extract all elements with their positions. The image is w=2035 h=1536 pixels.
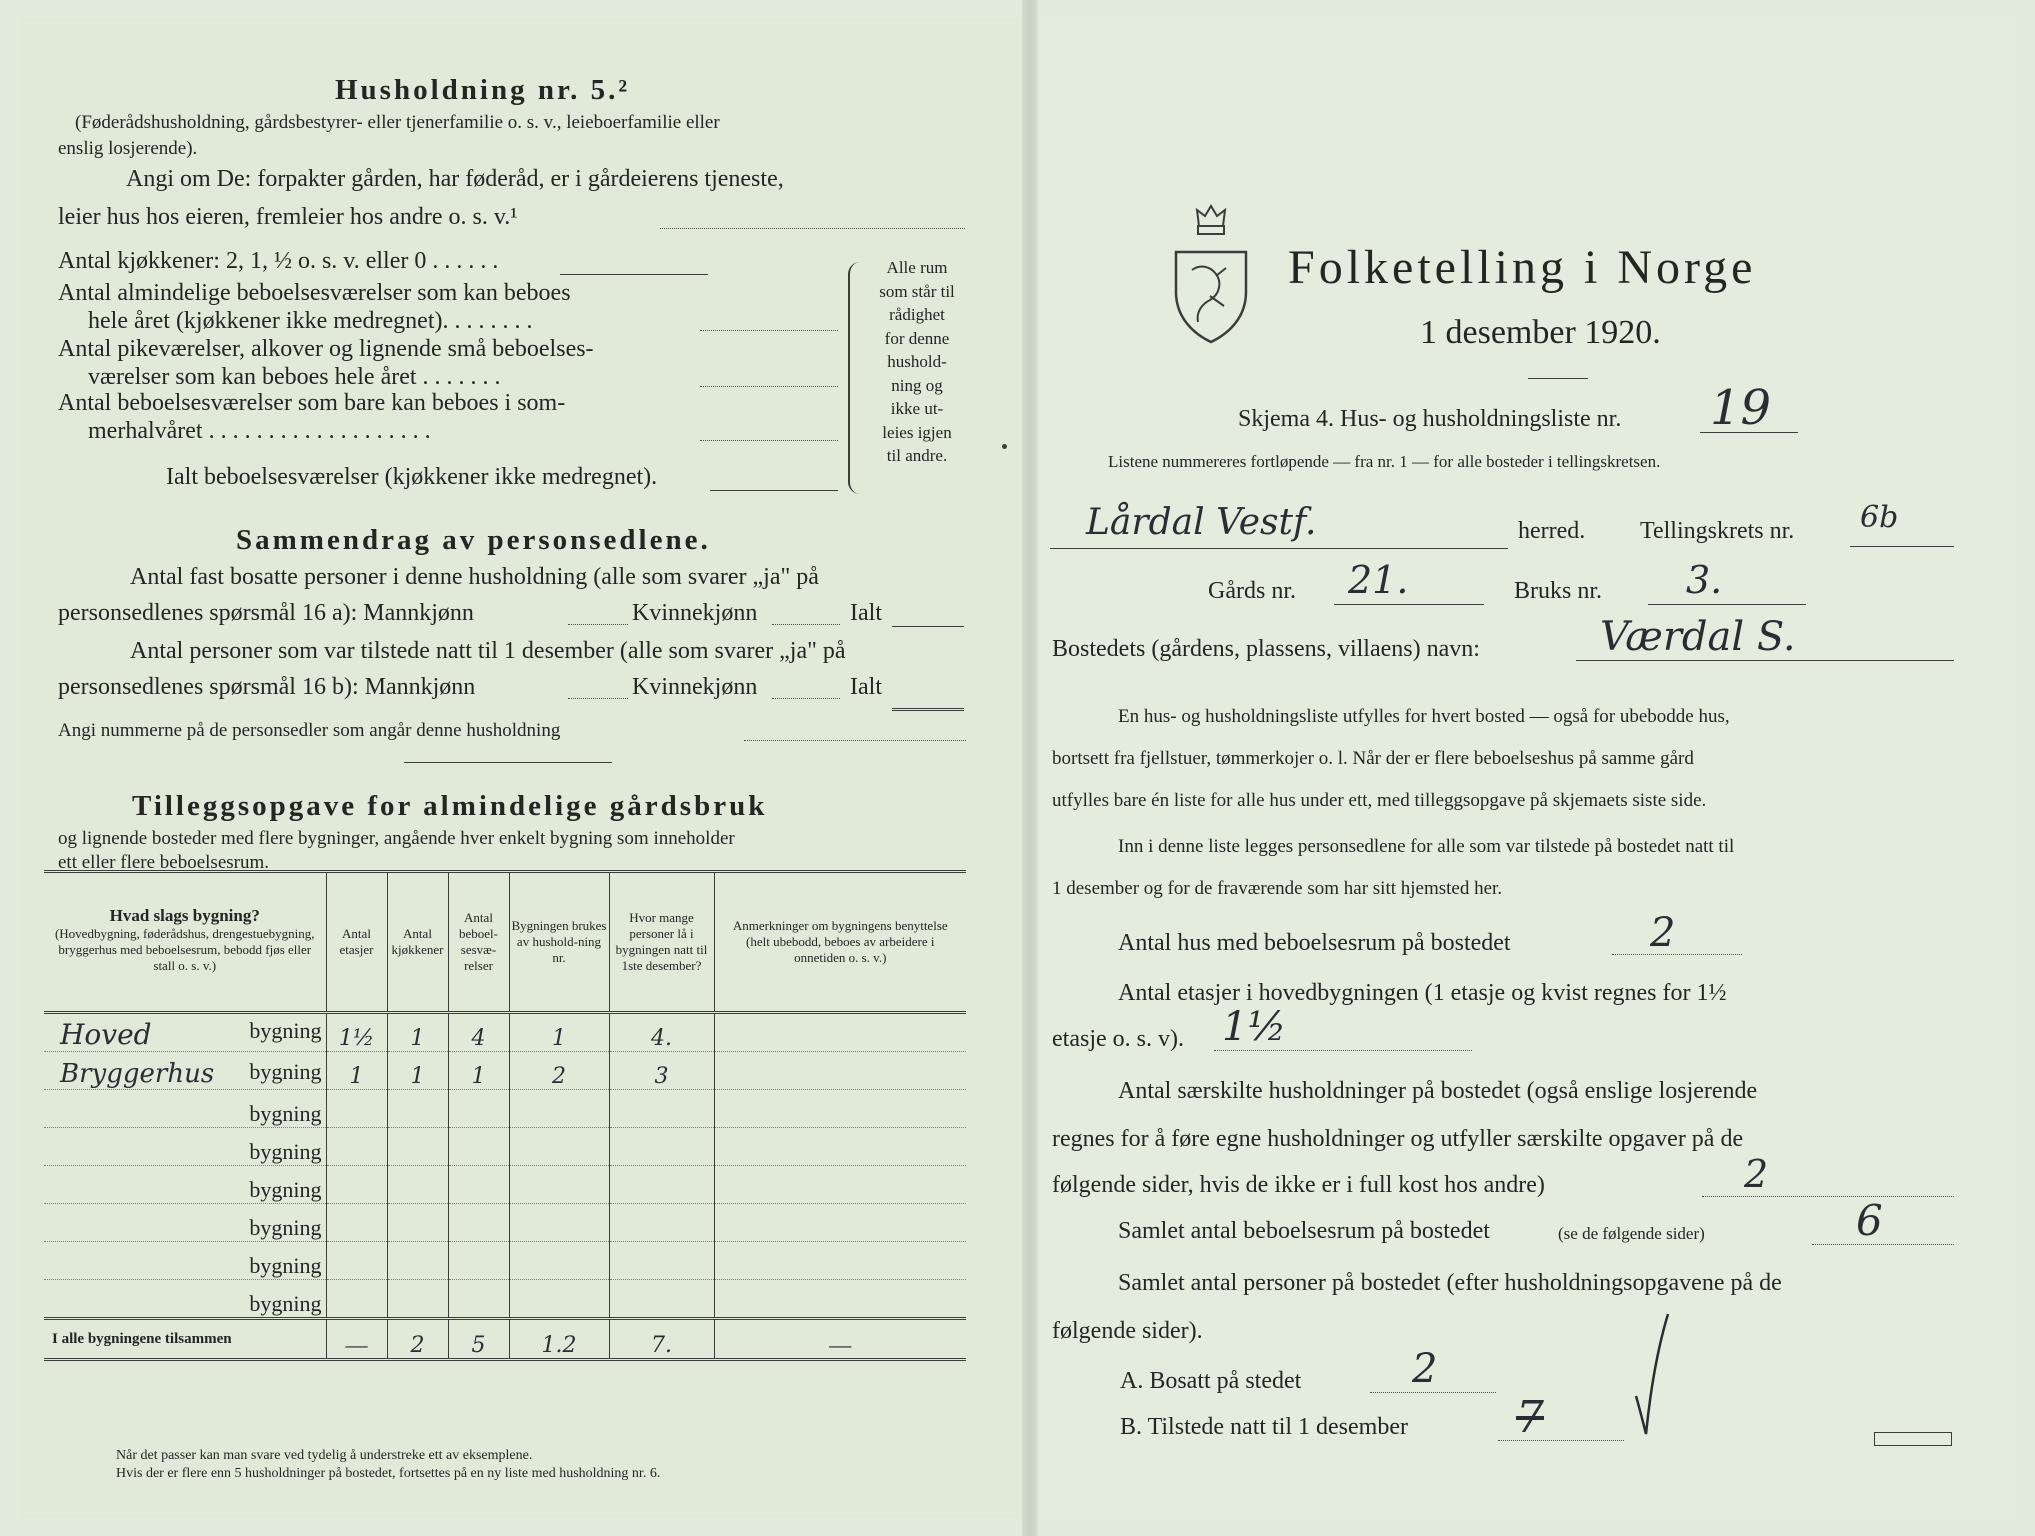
tillegg-sub-1: og lignende bosteder med flere bygninger, angående hver enkelt bygning som inneholder [58, 828, 735, 849]
coat-of-arms-icon [1170, 200, 1252, 355]
krets-line [1850, 546, 1954, 547]
gards-value: 21. [1348, 558, 1409, 602]
col-type-title: Hvad slags bygning? [109, 906, 260, 925]
cell-etasjer: 1 [326, 1052, 387, 1090]
angi-nummerne: Angi nummerne på de personsedler som angår denne husholdning [58, 720, 561, 741]
table-row: bygning [44, 1166, 966, 1204]
footnote-2: Hvis der er flere enn 5 husholdninger på bostedet, fortsettes på en ny liste med husholdning nr. 6. [116, 1466, 661, 1481]
present-ialt-label: Ialt [850, 674, 882, 700]
krets-value: 6b [1860, 500, 1899, 535]
brace-note [862, 256, 972, 468]
rum-note: (se de følgende sider) [1558, 1224, 1705, 1243]
brace-note-line: leies igjen [882, 422, 952, 442]
brace-note-line: til andre. [886, 446, 948, 465]
brace-note-line: hushold- [887, 352, 947, 371]
rooms-summer-2: merhalvåret . . . . . . . . . . . . . . . . . . . [88, 418, 431, 444]
summary-present-2: personsedlenes spørsmål 16 b): Mannkjønn [58, 674, 476, 700]
cell-kjokken: 1 [387, 1013, 448, 1052]
cell-husholdning: 1 [509, 1013, 609, 1052]
bosatt-line [1370, 1392, 1496, 1393]
cell-personer: 4. [609, 1013, 714, 1052]
etasjer-line-1: Antal etasjer i hovedbygningen (1 etasje og kvist regnes for 1½ [1118, 980, 1727, 1006]
total-vaerelser: 5 [448, 1319, 509, 1360]
building-table [44, 870, 966, 1361]
summary-present-1: Antal personer som var tilstede natt til 1 desember (alle som svarer „ja" på [130, 638, 846, 664]
present-ialt-line [892, 708, 964, 711]
hush-line-3: følgende sider, hvis de ikke er i full kost hos andre) [1052, 1172, 1545, 1198]
table-row: bygning [44, 1242, 966, 1280]
bosatt-label: A. Bosatt på stedet [1120, 1368, 1302, 1394]
punch-dot [1002, 444, 1007, 449]
building-name: Bryggerhus [60, 1059, 215, 1089]
summary-heading: Sammendrag av personsedlene. [236, 524, 711, 556]
para1-line-2: bortsett fra fjellstuer, tømmerkojer o. l. Når der er flere beboelseshus på samme gård [1052, 748, 1694, 769]
table-row: bygning [44, 1280, 966, 1319]
angi-line-2: leier hus hos eieren, fremleier hos andre o. s. v.¹ [58, 204, 518, 230]
col-header-anmerkninger: Anmerkninger om bygningens benyttelse (helt ubebodd, beboes av arbeidere i onnetiden o. s. v.) [714, 872, 966, 1013]
rooms-maid-1: Antal pikeværelser, alkover og lignende små beboelses- [58, 336, 594, 362]
col-type-desc: (Hovedbygning, føderådshus, drengestuebygning, bryggerhus med beboelsesrum, bebodd fjøs eller stall o. s. v.) [54, 926, 315, 973]
summer-line [700, 440, 838, 441]
etasjer-line-2: etasje o. s. v). [1052, 1026, 1184, 1052]
angi-answer-line [660, 228, 965, 229]
table-row: Hoved bygning 1½ 1 4 1 4. [44, 1013, 966, 1052]
rum-label: Samlet antal beboelsesrum på bostedet [1118, 1218, 1490, 1244]
col-header-etasjer: Antal etasjer [326, 872, 387, 1013]
rooms-total-line [710, 490, 838, 491]
brace-note-line: rådighet [889, 305, 945, 324]
tillegg-sub-2: ett eller flere beboelsesrum. [58, 852, 270, 873]
cell-anm [714, 1052, 966, 1090]
angi-nummerne-line [744, 740, 966, 741]
printer-stamp-icon [1874, 1432, 1952, 1446]
hush-answer-line [1702, 1196, 1954, 1197]
angi-line-1: Angi om De: forpakter gården, har føderåd, er i gårdeierens tjeneste, [126, 166, 784, 192]
herred-line [1050, 548, 1508, 549]
brace-note-line: ikke ut- [890, 399, 944, 418]
table-row: bygning [44, 1204, 966, 1242]
fast-kvinne-line [772, 624, 840, 625]
cell-vaerelser: 4 [448, 1013, 509, 1052]
rooms-ordinary-2: hele året (kjøkkener ikke medregnet). . . . . . . . [88, 308, 533, 334]
fast-ialt-label: Ialt [850, 600, 882, 626]
para1-line-1: En hus- og husholdningsliste utfylles for hvert bosted — også for ubebodde hus, [1118, 706, 1730, 727]
brace-note-line: ning og [891, 375, 943, 395]
table-header-row [44, 872, 966, 1013]
krets-label: Tellingskrets nr. [1640, 518, 1795, 544]
brace-note-line: Alle rum [886, 258, 948, 277]
rum-value: 6 [1856, 1196, 1883, 1245]
bosted-line [1576, 660, 1954, 661]
gards-line [1334, 604, 1484, 605]
intro-line-1: (Føderådshusholdning, gårdsbestyrer- eller tjenerfamilie o. s. v., leieboerfamilie eller [75, 112, 720, 133]
etasjer-value: 1½ [1222, 1004, 1287, 1050]
hush-line-2: regnes for å føre egne husholdninger og utfyller særskilte opgaver på de [1052, 1126, 1744, 1152]
rooms-maid-2: værelser som kan beboes hele året . . . . . . . [88, 364, 501, 390]
total-husholdning: 1.2 [509, 1319, 609, 1360]
cell-anm [714, 1013, 966, 1052]
cell-vaerelser: 1 [448, 1052, 509, 1090]
table-row: bygning [44, 1128, 966, 1166]
hus-line [1612, 954, 1742, 955]
bruks-line [1648, 604, 1806, 605]
total-label: I alle bygningene tilsammen [44, 1319, 326, 1360]
col-header-brukes: Bygningen brukes av hushold-ning nr. [509, 872, 609, 1013]
bosatt-value: 2 [1412, 1346, 1438, 1392]
bruks-value: 3. [1686, 558, 1723, 602]
cell-personer: 3 [609, 1052, 714, 1090]
hush-value: 2 [1744, 1152, 1769, 1196]
pers-line-2: følgende sider). [1052, 1318, 1203, 1344]
tillegg-heading: Tilleggsopgave for almindelige gårdsbruk [132, 790, 768, 822]
kitchens-line [560, 274, 708, 275]
fast-kvinne-label: Kvinnekjønn [632, 600, 758, 626]
listene-note: Listene nummereres fortløpende — fra nr. 1 — for alle bosteder i tellingskretsen. [1108, 452, 1661, 471]
hus-value: 2 [1650, 910, 1676, 956]
gards-label: Gårds nr. [1208, 578, 1296, 604]
table-row: bygning [44, 1090, 966, 1128]
census-date: 1 desember 1920. [1420, 314, 1661, 351]
rooms-total: Ialt beboelsesværelser (kjøkkener ikke medregnet). [166, 464, 658, 490]
hus-label: Antal hus med beboelsesrum på bostedet [1118, 930, 1511, 956]
building-name: Hoved [60, 1018, 152, 1051]
rooms-ordinary-1: Antal almindelige beboelsesværelser som kan beboes [58, 280, 571, 306]
bruks-label: Bruks nr. [1514, 578, 1603, 604]
household-title: Husholdning nr. 5.² [335, 74, 631, 106]
fast-mann-line [568, 624, 628, 625]
bosted-label: Bostedets (gårdens, plassens, villaens) navn: [1052, 636, 1480, 662]
herred-label: herred. [1518, 518, 1586, 544]
table-row: Bryggerhus bygning 1 1 1 2 3 [44, 1052, 966, 1090]
intro-line-2: enslig losjerende). [58, 138, 198, 159]
total-anm: — [714, 1319, 966, 1360]
skjema-label: Skjema 4. Hus- og husholdningsliste nr. [1238, 406, 1622, 432]
maid-line [700, 386, 838, 387]
para2-line-1: Inn i denne liste legges personsedlene for alle som var tilstede på bostedet natt til [1118, 836, 1735, 857]
etasjer-answer-line [1214, 1050, 1472, 1051]
ordinary-line [700, 330, 838, 331]
total-personer: 7. [609, 1319, 714, 1360]
present-kvinne-line [772, 698, 840, 699]
col-header-personer: Hvor mange personer lå i bygningen natt til 1ste desember? [609, 872, 714, 1013]
col-header-type [44, 872, 326, 1013]
title-divider [1528, 378, 1588, 379]
herred-value: Lårdal Vestf. [1086, 502, 1317, 543]
total-kjokken: 2 [387, 1319, 448, 1360]
tilstede-line [1498, 1440, 1624, 1441]
section-divider [404, 762, 612, 763]
fast-ialt-line [892, 626, 964, 627]
rooms-kitchens: Antal kjøkkener: 2, 1, ½ o. s. v. eller 0 . . . . . . [58, 248, 499, 274]
bosted-value: Værdal S. [1600, 614, 1796, 660]
cell-etasjer: 1½ [326, 1013, 387, 1052]
census-title: Folketelling i Norge [1288, 241, 1757, 294]
present-kvinne-label: Kvinnekjønn [632, 674, 758, 700]
rooms-brace [848, 262, 860, 494]
brace-note-line: som står til [879, 281, 955, 301]
skjema-number: 19 [1710, 380, 1772, 436]
skjema-number-line [1700, 432, 1798, 433]
checkmark-icon [1632, 1310, 1672, 1445]
cell-husholdning: 2 [509, 1052, 609, 1090]
footnote-1: Når det passer kan man svare ved tydelig å understreke ett av eksemplene. [116, 1448, 533, 1463]
rum-answer-line [1812, 1244, 1954, 1245]
brace-note-line: for denne [884, 328, 950, 348]
table-total-row [44, 1319, 966, 1360]
col-header-kjokkener: Antal kjøkkener [387, 872, 448, 1013]
rooms-summer-1: Antal beboelsesværelser som bare kan beboes i som- [58, 390, 566, 416]
tilstede-value: 7 [1516, 1392, 1544, 1443]
pers-line-1: Samlet antal personer på bostedet (efter husholdningsopgavene på de [1118, 1270, 1782, 1296]
col-header-vaerelser: Antal beboel-sesvæ-relser [448, 872, 509, 1013]
total-etasjer: — [326, 1319, 387, 1360]
para1-line-3: utfylles bare én liste for alle hus under ett, med tilleggsopgave på skjemaets siste side. [1052, 790, 1707, 811]
tilstede-label: B. Tilstede natt til 1 desember [1120, 1414, 1408, 1440]
cell-kjokken: 1 [387, 1052, 448, 1090]
summary-fast-2: personsedlenes spørsmål 16 a): Mannkjønn [58, 600, 474, 626]
summary-fast-1: Antal fast bosatte personer i denne husholdning (alle som svarer „ja" på [130, 564, 819, 590]
page-fold [1022, 0, 1038, 1536]
present-mann-line [568, 698, 628, 699]
hush-line-1: Antal særskilte husholdninger på bostedet (også enslige losjerende [1118, 1078, 1758, 1104]
para2-line-2: 1 desember og for de fraværende som har sitt hjemsted her. [1052, 878, 1503, 899]
